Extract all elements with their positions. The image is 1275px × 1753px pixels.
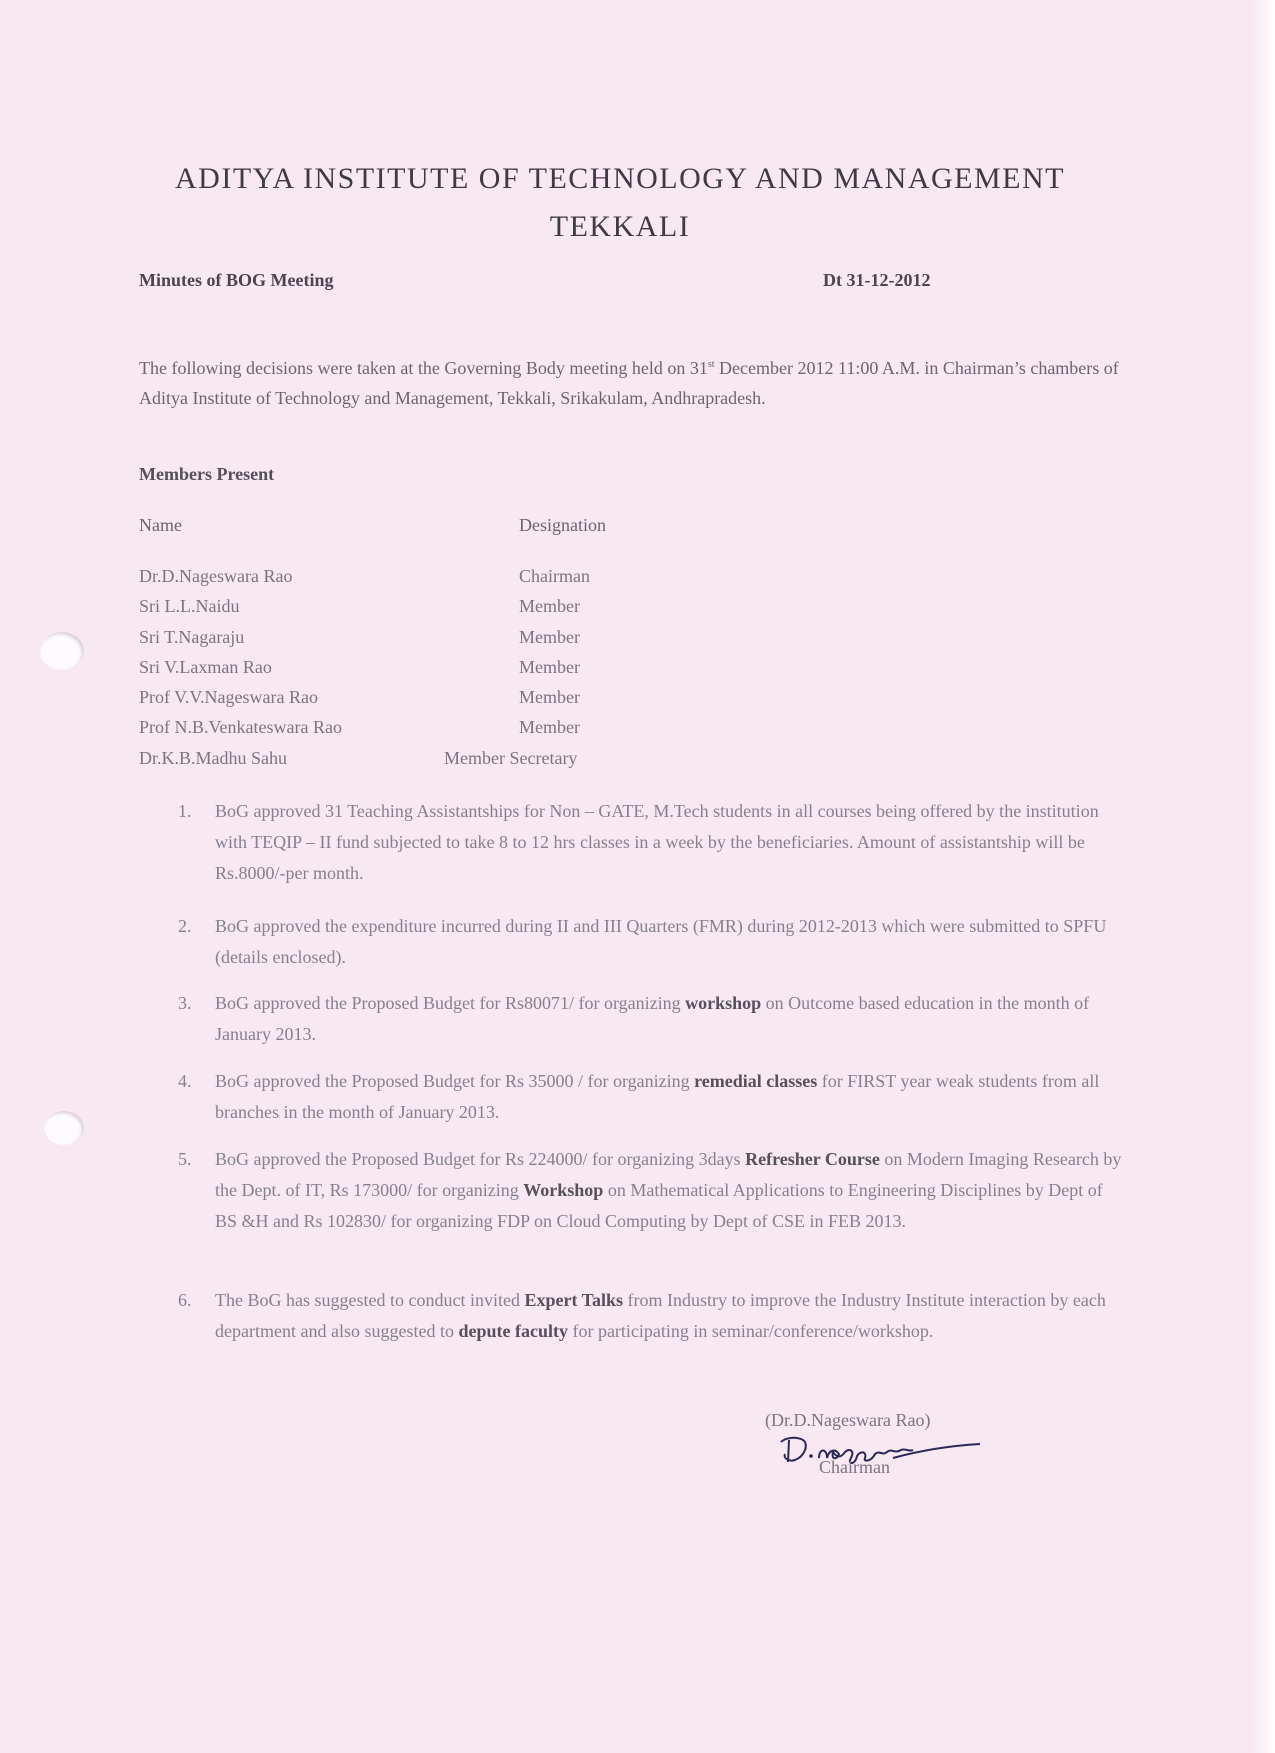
meeting-date: Dt 31-12-2012 [823, 270, 931, 290]
member-designation: Member [519, 626, 580, 647]
members-list [139, 566, 659, 778]
decision-text [215, 1144, 1128, 1237]
intro-text-start: The following decisions were taken at the Governing Body meeting held on 31 [139, 358, 708, 378]
decision-text [215, 1285, 1128, 1347]
member-name: Sri T.Nagaraju [139, 626, 245, 647]
decision-number: 4. [178, 1071, 192, 1091]
decision-emphasis: Refresher Course [745, 1149, 880, 1169]
decision-emphasis: workshop [685, 993, 762, 1013]
member-name: Dr.D.Nageswara Rao [139, 566, 293, 586]
decision-number: 3. [178, 993, 192, 1013]
decision-text-segment: The BoG has suggested to conduct invited [215, 1290, 525, 1310]
decision-emphasis: remedial classes [694, 1071, 818, 1091]
member-row [139, 566, 659, 596]
member-row [139, 627, 659, 657]
decision-number: 5. [178, 1149, 192, 1169]
decision-text-segment: from Industry to improve the Industry Institute interaction by each department and also suggested to [215, 1290, 1106, 1341]
member-name: Dr.K.B.Madhu Sahu [139, 747, 287, 768]
decision-text-segment: on Mathematical Applications to Engineering Disciplines by Dept of BS &H and Rs 102830/ for organizing FDP on Cloud Computing by Dept of CSE in FEB 2013. [215, 1180, 1103, 1231]
decision-text-segment: for FIRST year weak students from all branches in the month of January 2013. [215, 1071, 1100, 1122]
member-row [139, 596, 659, 626]
institute-location: TEKKALI [549, 210, 691, 243]
punch-hole [44, 1111, 84, 1145]
decision-text [215, 988, 1128, 1050]
decision-text-segment: for participating in seminar/conference/workshop. [567, 1321, 934, 1341]
member-designation: Member [519, 596, 580, 617]
decision-item [178, 988, 1128, 1050]
punch-hole [40, 632, 84, 670]
decision-emphasis: Expert Talks [524, 1290, 623, 1310]
member-row [139, 748, 659, 778]
member-name: Prof V.V.Nageswara Rao [139, 687, 318, 708]
members-heading: Members Present [139, 464, 275, 484]
page-edge [1251, 0, 1275, 1753]
decision-item [178, 1144, 1128, 1237]
decision-item [178, 1285, 1128, 1347]
name-column-header: Name [139, 515, 182, 535]
decision-number: 1. [178, 801, 192, 821]
institute-title: ADITYA INSTITUTE OF TECHNOLOGY AND MANAGEMENT [175, 162, 1065, 195]
member-name: Prof N.B.Venkateswara Rao [139, 717, 342, 738]
decision-text-segment: on Outcome based education in the month of January 2013. [215, 993, 1090, 1044]
decision-item [178, 1066, 1128, 1128]
member-row [139, 687, 659, 717]
decision-number: 6. [178, 1290, 192, 1310]
decision-emphasis: Workshop [523, 1180, 604, 1200]
decision-text-segment: BoG approved 31 Teaching Assistantships for Non – GATE, M.Tech students in all courses being offered by the institution with TEQIP – II fund subjected to take 8 to 12 hrs classes in a week by the beneficiaries. Amount of assistantship will be Rs.8000/-per month. [215, 801, 1099, 883]
member-name: Sri V.Laxman Rao [139, 656, 272, 677]
intro-text-end: December 2012 11:00 A.M. in Chairman’s chambers of Aditya Institute of Technology and Management, Tekkali, Srikakulam, Andhrapradesh. [139, 358, 1119, 408]
decision-text [215, 1066, 1128, 1128]
decision-emphasis: depute faculty [458, 1321, 568, 1341]
decision-item [178, 911, 1128, 973]
decision-text [215, 796, 1128, 889]
member-row [139, 717, 659, 747]
decision-text-segment: on Modern Imaging Research by the Dept. of IT, Rs 173000/ for organizing [215, 1149, 1122, 1200]
decision-text [215, 911, 1128, 973]
signatory-title: Chairman [819, 1457, 890, 1477]
intro-date-suffix: st [707, 359, 715, 370]
meeting-title: Minutes of BOG Meeting [139, 270, 334, 290]
member-name: Sri L.L.Naidu [139, 596, 240, 617]
member-designation: Member Secretary [444, 747, 578, 768]
decision-item [178, 796, 1128, 889]
decision-text-segment: BoG approved the Proposed Budget for Rs80071/ for organizing [215, 993, 686, 1013]
designation-column-header: Designation [519, 515, 606, 535]
intro-paragraph [139, 350, 1119, 413]
member-designation: Chairman [519, 566, 590, 586]
decision-text-segment: BoG approved the expenditure incurred during II and III Quarters (FMR) during 2012-2013 which were submitted to SPFU (details enclosed). [215, 916, 1107, 967]
signatory-name: (Dr.D.Nageswara Rao) [765, 1410, 931, 1430]
decision-text-segment: BoG approved the Proposed Budget for Rs 35000 / for organizing [215, 1071, 695, 1091]
member-row [139, 657, 659, 687]
member-designation: Member [519, 717, 580, 738]
member-designation: Member [519, 656, 580, 677]
decision-text-segment: BoG approved the Proposed Budget for Rs 224000/ for organizing 3days [215, 1149, 746, 1169]
decision-number: 2. [178, 916, 192, 936]
member-designation: Member [519, 687, 580, 708]
